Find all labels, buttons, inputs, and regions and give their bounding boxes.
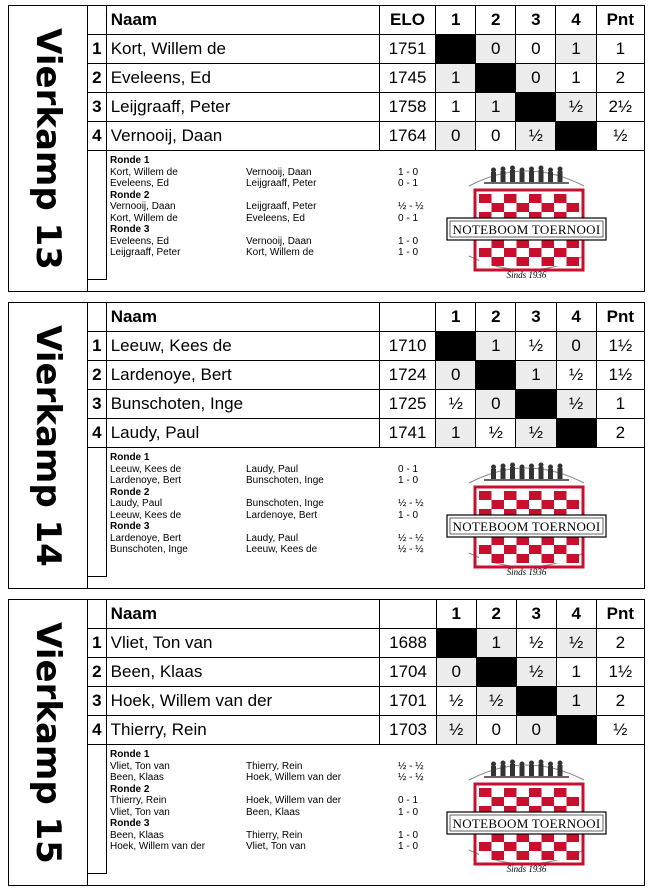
player-points: 2 [596, 687, 644, 716]
game-result: 1 - 0 [398, 166, 419, 178]
result-cell: 1 [476, 629, 516, 658]
result-cell: 1 [476, 332, 516, 361]
result-cell: ½ [516, 332, 556, 361]
game-result: ½ - ½ [398, 544, 424, 555]
player-elo: 1704 [380, 658, 436, 687]
result-cell: ½ [476, 419, 516, 448]
game-line [110, 475, 440, 487]
vierkamp-block [8, 5, 645, 292]
game-line [110, 167, 440, 179]
player-row [88, 122, 645, 151]
header-round-3: 3 [516, 6, 556, 35]
header-round-4: 4 [556, 6, 596, 35]
player-number: 3 [88, 390, 107, 419]
self-cell [556, 716, 596, 745]
player-points: 2 [596, 64, 644, 93]
table-header-row [88, 600, 645, 629]
game-result: ½ - ½ [398, 760, 424, 772]
game-result: 1 - 0 [398, 509, 419, 521]
result-cell: ½ [516, 629, 556, 658]
noteboom-logo [439, 750, 614, 878]
header-points: Pnt [596, 6, 644, 35]
game-white: Eveleens, Ed [110, 178, 169, 189]
game-white: Been, Klaas [110, 829, 164, 841]
game-line [110, 841, 440, 853]
game-black: Vernooij, Daan [246, 166, 312, 178]
player-row [88, 658, 645, 687]
result-cell: ½ [476, 687, 516, 716]
game-line [110, 213, 440, 225]
header-round-1: 1 [436, 600, 476, 629]
player-elo: 1741 [379, 419, 435, 448]
header-round-2: 2 [476, 600, 516, 629]
player-number: 3 [88, 687, 107, 716]
player-name: Vernooij, Daan [106, 122, 379, 151]
game-line [110, 178, 440, 190]
vierkamp-block [8, 302, 645, 589]
player-number: 4 [88, 419, 107, 448]
player-elo: 1688 [380, 629, 436, 658]
self-cell [436, 35, 476, 64]
player-row [88, 93, 645, 122]
result-cell: 0 [476, 122, 516, 151]
result-cell: ½ [556, 93, 596, 122]
player-points: 1½ [596, 658, 644, 687]
player-number: 2 [88, 361, 107, 390]
result-cell: 0 [476, 716, 516, 745]
game-white: Leeuw, Kees de [110, 509, 182, 521]
game-result: 1 - 0 [398, 829, 419, 841]
game-white: Lardenoye, Bert [110, 475, 182, 486]
player-name: Lardenoye, Bert [106, 361, 379, 390]
game-white: Lardenoye, Bert [110, 532, 182, 544]
player-row [88, 629, 645, 658]
game-line [110, 544, 440, 556]
player-name: Hoek, Willem van der [106, 687, 380, 716]
self-cell [556, 419, 596, 448]
header-round-2: 2 [476, 6, 516, 35]
rounds-schedule [110, 155, 440, 259]
game-line [110, 761, 440, 773]
header-round-3: 3 [516, 303, 556, 332]
logo-since: Sinds 1936 [506, 567, 547, 577]
player-number: 1 [88, 629, 107, 658]
round-title: Ronde 2 [110, 486, 150, 498]
result-cell: 0 [476, 390, 516, 419]
game-black: Thierry, Rein [246, 829, 303, 841]
player-row [88, 716, 645, 745]
player-name: Kort, Willem de [106, 35, 379, 64]
player-elo: 1751 [379, 35, 435, 64]
player-number: 3 [88, 93, 107, 122]
header-round-1: 1 [436, 6, 476, 35]
game-black: Leeuw, Kees de [246, 544, 318, 555]
player-number: 2 [88, 658, 107, 687]
game-result: 1 - 0 [398, 247, 419, 258]
player-elo: 1724 [379, 361, 435, 390]
vierkamp-block [8, 599, 645, 886]
player-points: 2 [596, 419, 644, 448]
game-white: Leeuw, Kees de [110, 463, 182, 475]
result-cell: ½ [556, 361, 596, 390]
game-white: Eveleens, Ed [110, 235, 169, 247]
player-number: 1 [88, 35, 107, 64]
game-result: 1 - 0 [398, 806, 419, 818]
header-round-4: 4 [556, 600, 596, 629]
self-cell [436, 629, 476, 658]
result-cell: 1 [556, 35, 596, 64]
game-black: Thierry, Rein [246, 760, 303, 772]
result-cell: 1 [516, 361, 556, 390]
game-black: Been, Klaas [246, 806, 300, 818]
game-black: Hoek, Willem van der [246, 772, 342, 783]
game-line [110, 201, 440, 213]
player-row [88, 332, 645, 361]
chess-pieces-icon [491, 463, 563, 480]
player-name: Laudy, Paul [106, 419, 379, 448]
result-cell: 1 [556, 64, 596, 93]
player-elo: 1725 [379, 390, 435, 419]
self-cell [556, 122, 596, 151]
game-white: Laudy, Paul [110, 498, 163, 509]
game-white: Kort, Willem de [110, 166, 178, 178]
player-name: Bunschoten, Inge [106, 390, 379, 419]
player-number: 2 [88, 64, 107, 93]
game-result: ½ - ½ [398, 498, 424, 509]
result-cell: 1 [556, 658, 596, 687]
player-row [88, 35, 645, 64]
noteboom-logo [439, 156, 614, 284]
game-white: Thierry, Rein [110, 795, 167, 806]
self-cell [476, 64, 516, 93]
game-black: Kort, Willem de [246, 247, 314, 258]
self-cell [516, 93, 556, 122]
header-elo [380, 600, 436, 629]
result-cell: 0 [516, 35, 556, 64]
result-cell: ½ [436, 716, 476, 745]
game-line [110, 236, 440, 248]
table-header-row [88, 303, 645, 332]
logo-since: Sinds 1936 [506, 864, 547, 874]
game-line [110, 807, 440, 819]
self-cell [436, 332, 476, 361]
result-cell: 0 [476, 35, 516, 64]
result-cell: 1 [436, 64, 476, 93]
game-result: 1 - 0 [398, 841, 419, 852]
player-elo: 1764 [379, 122, 435, 151]
result-cell: 1 [436, 93, 476, 122]
result-cell: 0 [556, 332, 596, 361]
game-line [110, 533, 440, 545]
player-row [88, 390, 645, 419]
game-white: Vernooij, Daan [110, 201, 176, 212]
game-result: 1 - 0 [398, 235, 419, 247]
game-line [110, 510, 440, 522]
game-result: ½ - ½ [398, 532, 424, 544]
player-name: Vliet, Ton van [106, 629, 380, 658]
game-black: Leijgraaff, Peter [246, 201, 317, 212]
result-cell: 0 [436, 122, 476, 151]
player-points: 2½ [596, 93, 644, 122]
self-cell [516, 390, 556, 419]
self-cell [516, 687, 556, 716]
header-name: Naam [106, 303, 379, 332]
round-title: Ronde 2 [110, 783, 150, 795]
result-cell: ½ [556, 629, 596, 658]
game-white: Bunschoten, Inge [110, 544, 188, 555]
vierkamp-title-panel [9, 6, 88, 291]
header-name: Naam [106, 6, 379, 35]
table-header-row [88, 6, 645, 35]
game-result: 0 - 1 [398, 795, 419, 806]
round-title: Ronde 2 [110, 189, 150, 201]
player-row [88, 361, 645, 390]
game-white: Been, Klaas [110, 772, 164, 783]
player-row [88, 419, 645, 448]
player-elo: 1745 [379, 64, 435, 93]
result-cell: 1 [436, 419, 476, 448]
result-cell: 0 [436, 361, 476, 390]
round-title: Ronde 1 [110, 452, 150, 463]
result-cell: ½ [436, 687, 476, 716]
chess-pieces-icon [491, 760, 563, 777]
round-title: Ronde 1 [110, 155, 150, 166]
player-points: ½ [596, 716, 644, 745]
header-elo: ELO [379, 6, 435, 35]
result-cell: 1 [476, 93, 516, 122]
player-name: Thierry, Rein [106, 716, 380, 745]
chess-pieces-icon [491, 166, 563, 183]
round-title: Ronde 3 [110, 224, 150, 235]
result-cell: 0 [436, 658, 476, 687]
game-white: Vliet, Ton van [110, 760, 170, 772]
player-points: 1 [596, 35, 644, 64]
self-cell [476, 361, 516, 390]
player-name: Been, Klaas [106, 658, 380, 687]
player-points: 2 [596, 629, 644, 658]
round-title: Ronde 3 [110, 818, 150, 829]
logo-text: NOTEBOOM TOERNOOI [452, 519, 601, 534]
header-points: Pnt [596, 303, 644, 332]
result-cell: ½ [516, 122, 556, 151]
game-result: 0 - 1 [398, 178, 419, 189]
result-cell: 1 [556, 687, 596, 716]
result-cell: ½ [436, 390, 476, 419]
game-white: Leijgraaff, Peter [110, 247, 181, 258]
result-cell: 0 [516, 64, 556, 93]
result-cell: 0 [516, 716, 556, 745]
player-elo: 1701 [380, 687, 436, 716]
header-name: Naam [106, 600, 380, 629]
game-line [110, 498, 440, 510]
logo-since: Sinds 1936 [506, 270, 547, 280]
header-elo [379, 303, 435, 332]
header-round-4: 4 [556, 303, 596, 332]
logo-text: NOTEBOOM TOERNOOI [452, 222, 601, 237]
vierkamp-title: Vierkamp 15 [28, 621, 69, 864]
player-points: 1½ [596, 332, 644, 361]
game-result: 1 - 0 [398, 475, 419, 486]
result-cell: ½ [516, 658, 556, 687]
player-row [88, 64, 645, 93]
header-round-1: 1 [436, 303, 476, 332]
game-black: Laudy, Paul [246, 532, 299, 544]
player-name: Leeuw, Kees de [106, 332, 379, 361]
player-number: 4 [88, 122, 107, 151]
header-points: Pnt [596, 600, 644, 629]
player-elo: 1758 [379, 93, 435, 122]
game-result: 0 - 1 [398, 212, 419, 224]
header-round-3: 3 [516, 600, 556, 629]
result-cell: ½ [516, 419, 556, 448]
vierkamp-title: Vierkamp 14 [28, 324, 69, 567]
player-row [88, 687, 645, 716]
result-cell: ½ [556, 390, 596, 419]
player-points: 1 [596, 390, 644, 419]
vierkamp-title-panel [9, 303, 88, 588]
game-line [110, 795, 440, 807]
game-black: Hoek, Willem van der [246, 795, 342, 806]
rounds-schedule [110, 452, 440, 556]
game-black: Laudy, Paul [246, 463, 299, 475]
player-name: Leijgraaff, Peter [106, 93, 379, 122]
game-result: 0 - 1 [398, 463, 419, 475]
logo-text: NOTEBOOM TOERNOOI [452, 816, 601, 831]
player-points: 1½ [596, 361, 644, 390]
game-black: Leijgraaff, Peter [246, 178, 317, 189]
game-black: Vernooij, Daan [246, 235, 312, 247]
player-points: ½ [596, 122, 644, 151]
game-white: Hoek, Willem van der [110, 841, 206, 852]
vierkamp-title: Vierkamp 13 [28, 27, 69, 270]
game-black: Bunschoten, Inge [246, 498, 324, 509]
game-white: Vliet, Ton van [110, 806, 170, 818]
game-result: ½ - ½ [398, 772, 424, 783]
player-number: 4 [88, 716, 107, 745]
vierkamp-title-panel [9, 600, 88, 885]
game-line [110, 830, 440, 842]
player-elo: 1703 [380, 716, 436, 745]
header-round-2: 2 [476, 303, 516, 332]
game-white: Kort, Willem de [110, 212, 178, 224]
game-result: ½ - ½ [398, 201, 424, 212]
player-elo: 1710 [379, 332, 435, 361]
game-line [110, 772, 440, 784]
game-black: Bunschoten, Inge [246, 475, 324, 486]
round-title: Ronde 3 [110, 521, 150, 532]
player-name: Eveleens, Ed [106, 64, 379, 93]
game-line [110, 247, 440, 259]
self-cell [476, 658, 516, 687]
game-black: Vliet, Ton van [246, 841, 306, 852]
player-number: 1 [88, 332, 107, 361]
game-black: Lardenoye, Bert [246, 509, 318, 521]
game-line [110, 464, 440, 476]
rounds-schedule [110, 749, 440, 853]
round-title: Ronde 1 [110, 749, 150, 760]
game-black: Eveleens, Ed [246, 212, 305, 224]
noteboom-logo [439, 453, 614, 581]
